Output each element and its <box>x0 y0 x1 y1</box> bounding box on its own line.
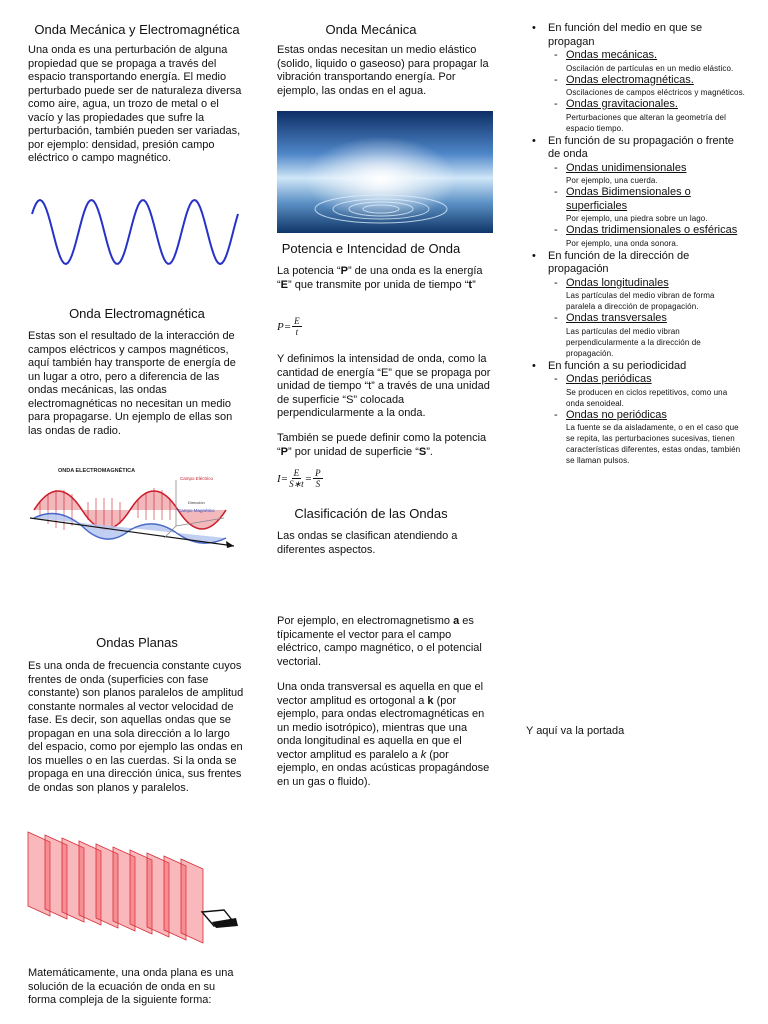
formula-intensidad: I= $\frac{E}{S∗t}$ = $\frac{P}{S}$ <box>277 468 321 489</box>
classification-list <box>526 22 746 467</box>
classification-item-description: Oscilaciones de campos eléctricos y magnéticos. <box>566 88 745 97</box>
formula-potencia: P= $\frac{E}{t}$ <box>277 316 300 337</box>
plane-wavefronts <box>28 832 203 943</box>
classification-subitems <box>548 373 746 466</box>
paragraph-onda-mecanica: Estas ondas necesitan un medio elástico (solido, liquido o gaseoso) para propagar la vibración transportando energía. Por ejemplo, las ondas en el agua. <box>277 44 489 97</box>
classification-subitems <box>548 49 746 134</box>
classification-item <box>548 186 746 224</box>
classification-item-title: - Ondas unidimensionales <box>566 161 687 174</box>
classification-item-description: Se producen en ciclos repetitivos, como una onda senoideal. <box>566 387 728 408</box>
classification-item <box>548 49 746 74</box>
classification-item-title: - Ondas longitudinales <box>566 276 669 289</box>
title-ondas-planas: Ondas Planas <box>96 635 178 650</box>
classification-item-description: Las partículas del medio vibran de forma paralela a dirección de propagación. <box>566 291 715 311</box>
paragraph-electromagnetismo: Por ejemplo, en electromagnetismo a es típicamente el vector para el campo eléctrico, campo magnético, o el potencial vectorial. <box>277 615 482 668</box>
title-onda-mecanica-electromagnetica: Onda Mecánica y Electromagnética <box>34 22 240 37</box>
classification-subitems <box>548 162 746 249</box>
electromagnetic-wave-figure <box>28 458 240 576</box>
direction-arrow-icon <box>226 541 234 548</box>
sine-wave-line <box>32 200 238 264</box>
classification-item <box>548 277 746 313</box>
classification-item <box>548 373 746 409</box>
classification-group <box>526 135 746 249</box>
classification-subitems <box>548 277 746 359</box>
portada-placeholder: Y aquí va la portada <box>526 725 625 737</box>
paragraph-onda-plana-matematica: Matemáticamente, una onda plana es una solución de la ecuación de onda en su forma compleja de la siguiente forma: <box>28 967 234 1006</box>
classification-item-title: - Ondas tridimensionales o esféricas <box>566 224 738 236</box>
classification-item-title: - Ondas no periódicas <box>566 408 667 421</box>
water-ripple-image <box>277 111 493 233</box>
paragraph-clasificacion: Las ondas se clasifican atendiendo a diferentes aspectos. <box>277 530 458 556</box>
classification-item <box>548 224 746 249</box>
paragraph-intensidad: Y definimos la intensidad de onda, como la cantidad de energía “E” que se propaga por unidad de tiempo “t” a través de una unidad de superficie “S” colocada perpendicularmente a la onda. <box>277 353 491 419</box>
paragraph-ondas-planas: Es una onda de frecuencia constante cuyos frentes de onda (superficies con fase constante) son planos paralelos de amplitud constante normales al vector velocidad de fase. Es decir, son aquellas ondas que se propagan en una sola dirección a lo largo del espacio, como por ejemplo las ondas en los muelles o en las cuerdas. Si la onda se propaga en una dirección única, sus frentes de ondas son planos y paralelos. <box>28 660 244 794</box>
classification-group-label: En función a su periodicidad <box>548 359 687 372</box>
classification-item-description: La fuente se da aisladamente, o en el caso que se repita, las perturbaciones sucesivas, tienen características diferentes, estas ondas, también se llaman pulsos. <box>566 423 741 465</box>
title-clasificacion: Clasificación de las Ondas <box>294 506 448 521</box>
classification-group-label: En función del medio en que se propagan <box>548 22 703 48</box>
classification-item-description: Por ejemplo, una piedra sobre un lago. <box>566 214 708 223</box>
classification-item-description: Oscilación de partículas en un medio elástico. <box>566 63 734 73</box>
classification-item-description: Las partículas del medio vibran perpendicularmente a la dirección de propagación. <box>566 326 701 358</box>
em-figure-title: ONDA ELECTROMAGNÉTICA <box>58 468 136 474</box>
classification-group <box>526 360 746 467</box>
classification-item <box>548 409 746 467</box>
classification-item-description: Perturbaciones que alteran la geometría del espacio tiempo. <box>566 112 726 133</box>
classification-groups <box>526 22 746 466</box>
classification-item <box>548 74 746 99</box>
em-label-electric: Campo Eléctrico <box>180 476 214 481</box>
classification-item-title: - Ondas gravitacionales. <box>566 98 678 110</box>
paragraph-transversal-longitudinal: Una onda transversal es aquella en que el vector amplitud es ortogonal a k (por ejemplo, para ondas electromagnéticas en un medio isotrópico), mientras que una onda longitudinal es aquella en que el vector amplitud es paralelo a k (por ejemplo, en ondas acústicas propagándose en un gas o fluido). <box>277 681 490 788</box>
em-label-direction: Dirección <box>188 500 205 505</box>
paragraph-potencia: La potencia “P” de una onda es la energía “E” que transmite por unida de tiempo “t” <box>277 265 483 291</box>
classification-item-title: - Ondas mecánicas. <box>566 49 658 61</box>
title-onda-mecanica: Onda Mecánica <box>325 22 417 37</box>
sine-wave-figure <box>30 192 240 272</box>
em-label-magnetic: Campo Magnético <box>178 508 215 513</box>
classification-group-label: En función de la dirección de propagación <box>548 249 690 275</box>
paragraph-onda-definition: Una onda es una perturbación de alguna propiedad que se propaga a través del espacio transportando energía. El medio perturbado puede ser de naturaleza diversa como aire, agua, un trozo de metal o el vacío y las propiedades que sufre la perturbación, también pueden ser variadas, por ejemplo: densidad, presión campo eléctrico o campo magnético. <box>28 44 242 164</box>
classification-item-description: Por ejemplo, una cuerda. <box>566 176 658 185</box>
title-potencia-intensidad: Potencia e Intencidad de Onda <box>281 241 461 256</box>
classification-item <box>548 98 746 134</box>
classification-item-title: - Ondas transversales <box>566 312 667 324</box>
classification-item-title: - Ondas periódicas <box>566 373 652 385</box>
classification-group <box>526 250 746 359</box>
plane-wave-figure <box>26 830 246 950</box>
wavefront-plane <box>181 859 203 943</box>
title-onda-electromagnetica: Onda Electromagnética <box>69 306 205 321</box>
classification-item-title: - Ondas electromagnéticas. <box>566 73 694 86</box>
classification-group-label: En función de su propagación o frente de onda <box>548 134 734 160</box>
classification-item-title: - Ondas Bidimensionales o superficiales <box>566 186 691 212</box>
classification-group <box>526 22 746 134</box>
paragraph-onda-electromagnetica: Estas son el resultado de la interacción de campos eléctricos y campos magnéticos, aquí también hay transporte de energía de un lugar a otro, pero a diferencia de las ondas mecánicas, las ondas electromagnéticas no necesitan un medio para propagarse. Un ejemplo de ellas son las ondas de radio. <box>28 330 236 437</box>
paragraph-intensidad-superficie: También se puede definir como la potencia “P” por unidad de superficie “S”. <box>277 432 487 458</box>
classification-item <box>548 312 746 359</box>
classification-item-description: Por ejemplo, una onda sonora. <box>566 238 679 248</box>
classification-item <box>548 162 746 187</box>
